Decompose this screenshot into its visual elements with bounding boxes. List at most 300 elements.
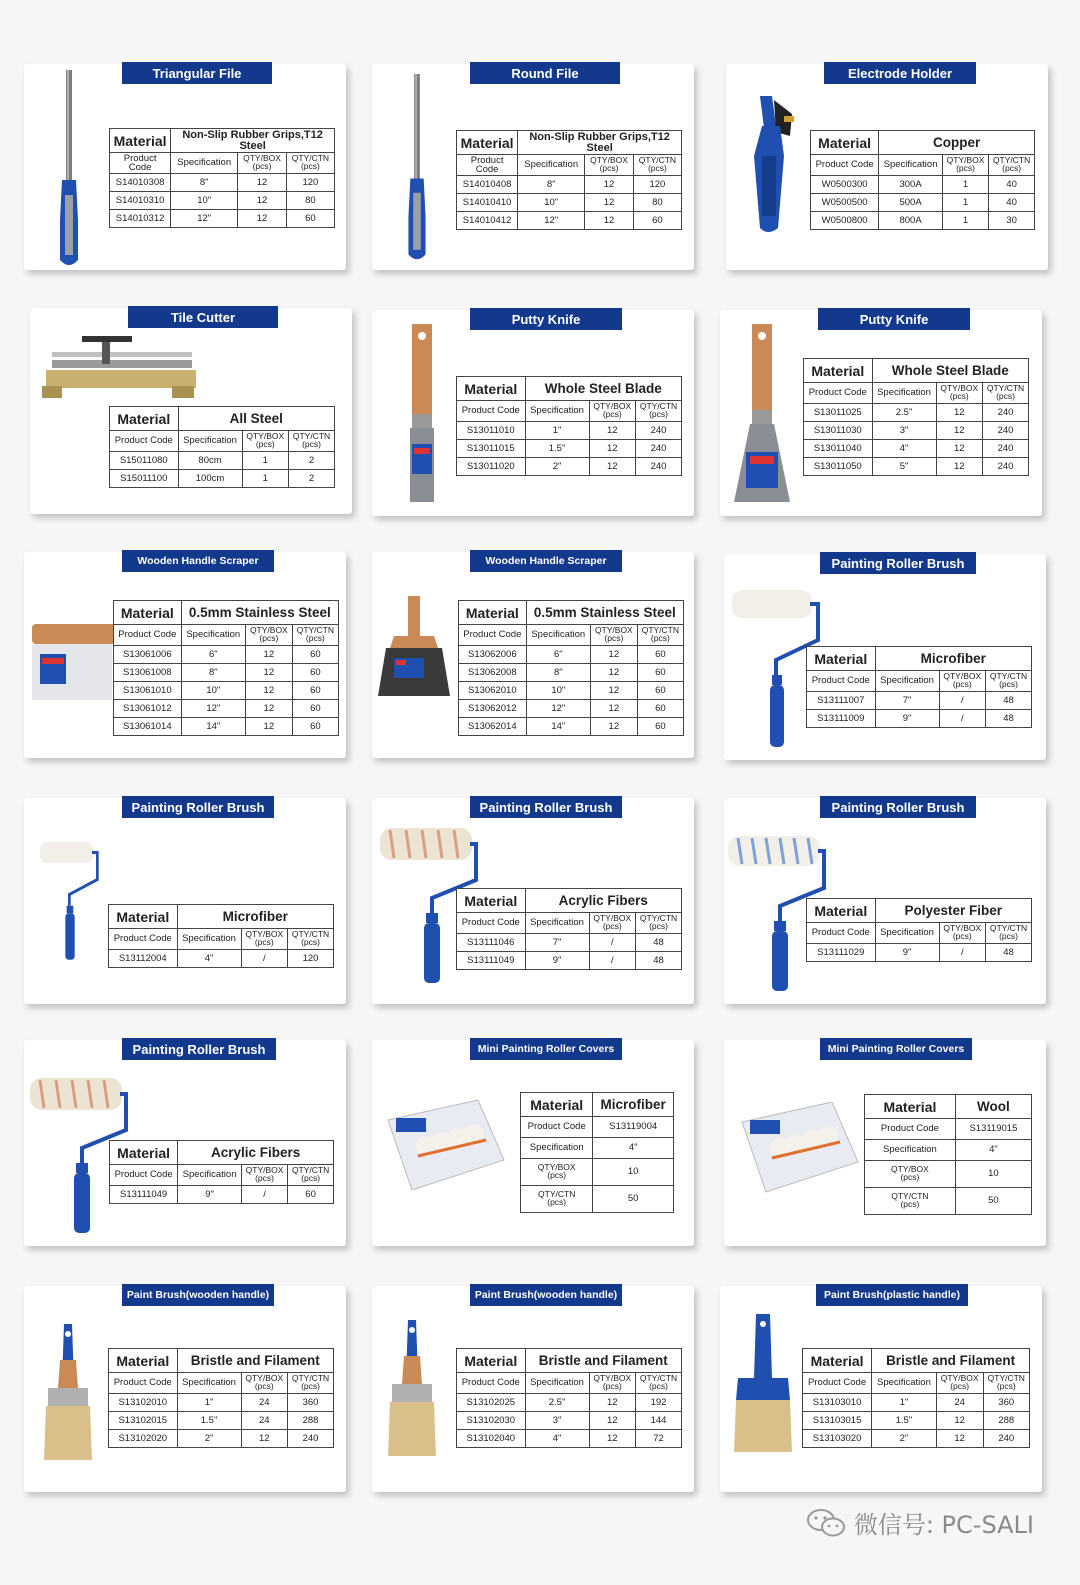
table-cell: S13011030: [804, 422, 873, 440]
spec-table: [803, 358, 1029, 476]
material-label: Material: [109, 905, 178, 929]
table-cell: 288: [288, 1412, 334, 1430]
table-cell: 9": [875, 944, 939, 962]
table-cell: 12: [936, 440, 983, 458]
table-cell: 40: [989, 194, 1035, 212]
material-value: Bristle and Filament: [177, 1349, 333, 1373]
table-cell: S13102010: [109, 1394, 178, 1412]
col-header: QTY/BOX (pcs): [590, 625, 637, 646]
material-value: 0.5mm Stainless Steel: [181, 601, 338, 625]
table-cell: 12: [589, 1412, 636, 1430]
col-header: Specification: [872, 383, 936, 404]
table-cell: 60: [288, 1186, 334, 1204]
qty-box-value: 10: [955, 1161, 1031, 1188]
putty-knife-image: [402, 324, 442, 504]
table-cell: 10": [518, 194, 585, 212]
spec-table: [108, 904, 334, 968]
col-header: Product Code: [114, 625, 182, 646]
table-cell: 9": [178, 1186, 242, 1204]
material-label: Material: [459, 601, 527, 625]
table-row: [110, 470, 335, 488]
table-cell: /: [241, 1186, 287, 1204]
material-label: Material: [114, 601, 182, 625]
table-row: [804, 440, 1029, 458]
product-title: Painting Roller Brush: [470, 796, 622, 818]
col-header: Specification: [879, 155, 943, 176]
product-card: [724, 1040, 1046, 1246]
table-cell: 360: [983, 1394, 1029, 1412]
table-cell: 8": [526, 664, 590, 682]
table-cell: 2.5": [872, 404, 936, 422]
table-cell: 8": [171, 174, 238, 192]
table-cell: S13102025: [457, 1394, 526, 1412]
col-header: Product Code: [807, 671, 876, 692]
table-row: [457, 1394, 682, 1412]
col-header: Product Code: [109, 929, 178, 950]
product-title: Paint Brush(wooden handle): [122, 1284, 274, 1306]
table-row: [109, 1430, 334, 1448]
table-row: [110, 192, 335, 210]
table-cell: 12: [589, 458, 636, 476]
table-row: [457, 176, 682, 194]
table-cell: 60: [292, 646, 338, 664]
table-row: [804, 458, 1029, 476]
col-header: Specification: [525, 913, 589, 934]
table-cell: /: [589, 952, 636, 970]
col-header: QTY/BOX (pcs): [242, 431, 289, 452]
material-label: Material: [811, 131, 879, 155]
table-row: [459, 646, 684, 664]
table-cell: 60: [292, 718, 338, 736]
col-header: QTY/CTN (pcs): [288, 1373, 334, 1394]
row-header: QTY/BOX (pcs): [521, 1159, 593, 1186]
col-header: Product Code: [459, 625, 527, 646]
material-value: All Steel: [178, 407, 334, 431]
table-cell: S14010408: [457, 176, 518, 194]
product-title: Painting Roller Brush: [820, 552, 976, 574]
table-cell: 1: [242, 470, 289, 488]
col-header: QTY/CTN (pcs): [288, 1165, 334, 1186]
table-cell: 120: [286, 174, 334, 192]
table-cell: 60: [292, 682, 338, 700]
col-header: QTY/CTN (pcs): [636, 913, 682, 934]
spec-table: [806, 898, 1032, 962]
table-cell: 800A: [879, 212, 943, 230]
table-row: [807, 710, 1032, 728]
material-value: 0.5mm Stainless Steel: [526, 601, 683, 625]
material-value: Polyester Fiber: [875, 899, 1031, 923]
table-cell: 12: [589, 1430, 636, 1448]
col-header: QTY/BOX (pcs): [245, 625, 292, 646]
row-header: Specification: [521, 1138, 593, 1159]
table-row: [110, 1186, 334, 1204]
material-label: Material: [521, 1093, 593, 1117]
table-row: [803, 1394, 1030, 1412]
table-cell: 1.5": [525, 440, 589, 458]
col-header: Product Code: [807, 923, 876, 944]
table-cell: W0500300: [811, 176, 879, 194]
col-header: Specification: [525, 1373, 589, 1394]
product-title: Putty Knife: [818, 308, 970, 330]
table-row: [109, 1394, 334, 1412]
product-title: Round File: [470, 62, 620, 84]
table-row: [457, 422, 682, 440]
product-card: [720, 1286, 1042, 1492]
table-cell: 1": [177, 1394, 241, 1412]
product-title: Tile Cutter: [128, 306, 278, 328]
col-header: Specification: [177, 1373, 241, 1394]
table-cell: 60: [633, 212, 681, 230]
product-card: [24, 798, 346, 1004]
table-cell: 12: [585, 212, 634, 230]
table-cell: S13061006: [114, 646, 182, 664]
product-title: Mini Painting Roller Covers: [820, 1038, 972, 1060]
product-card: [30, 308, 352, 514]
table-cell: 14": [181, 718, 245, 736]
product-title: Painting Roller Brush: [122, 796, 274, 818]
table-cell: 12: [245, 718, 292, 736]
spec-table: [458, 600, 684, 736]
spec-table: [520, 1092, 674, 1213]
product-card: [372, 1286, 694, 1492]
table-cell: 14": [526, 718, 590, 736]
spec-table: [806, 646, 1032, 728]
table-row: [114, 664, 339, 682]
table-cell: 60: [286, 210, 334, 228]
table-cell: 12: [238, 192, 287, 210]
table-cell: 12": [518, 212, 585, 230]
material-value: Wool: [955, 1095, 1031, 1119]
table-cell: 4": [177, 950, 241, 968]
spec-table: [456, 130, 682, 230]
material-value: Acrylic Fibers: [178, 1141, 334, 1165]
roller-image: [40, 812, 100, 992]
table-cell: 1.5": [177, 1412, 241, 1430]
col-header: QTY/BOX (pcs): [936, 1373, 983, 1394]
col-header: Product Code: [457, 1373, 526, 1394]
table-cell: /: [589, 934, 636, 952]
table-cell: 10": [171, 192, 238, 210]
table-cell: 8": [181, 664, 245, 682]
table-cell: S13062012: [459, 700, 527, 718]
col-header: Product Code: [804, 383, 873, 404]
table-cell: 12": [181, 700, 245, 718]
spec-table: [109, 128, 335, 228]
table-cell: 12": [526, 700, 590, 718]
col-header: QTY/BOX (pcs): [241, 1373, 288, 1394]
col-header: Product Code: [811, 155, 879, 176]
product-card: [24, 64, 346, 270]
table-cell: S13062008: [459, 664, 527, 682]
material-label: Material: [865, 1095, 956, 1119]
table-cell: S13061010: [114, 682, 182, 700]
table-row: [457, 934, 682, 952]
col-header: QTY/BOX (pcs): [939, 923, 986, 944]
table-row: [459, 700, 684, 718]
product-card: [720, 310, 1042, 516]
product-code-value: S13119004: [593, 1117, 674, 1138]
table-cell: 12: [238, 174, 287, 192]
material-value: Bristle and Filament: [872, 1349, 1030, 1373]
col-header: QTY/BOX (pcs): [241, 1165, 287, 1186]
round-file-image: [402, 74, 432, 264]
table-cell: 6": [181, 646, 245, 664]
table-row: [110, 452, 335, 470]
table-cell: 1": [525, 422, 589, 440]
col-header: Specification: [875, 671, 939, 692]
col-header: Product Code: [457, 913, 526, 934]
table-cell: 40: [989, 176, 1035, 194]
col-header: QTY/CTN (pcs): [989, 155, 1035, 176]
col-header: QTY/BOX (pcs): [942, 155, 988, 176]
col-header: QTY/CTN (pcs): [986, 923, 1032, 944]
electrode-holder-image: [740, 96, 800, 236]
product-code-value: S13119015: [955, 1119, 1031, 1140]
spec-table: [456, 376, 682, 476]
material-value: Microfiber: [177, 905, 333, 929]
material-value: Bristle and Filament: [525, 1349, 681, 1373]
table-cell: S13062010: [459, 682, 527, 700]
table-cell: 240: [983, 1430, 1029, 1448]
spec-table: [109, 1140, 334, 1204]
table-cell: 24: [241, 1412, 288, 1430]
table-cell: 3": [525, 1412, 589, 1430]
table-cell: 12: [936, 404, 983, 422]
col-header: Specification: [181, 625, 245, 646]
table-cell: 192: [636, 1394, 682, 1412]
material-value: Non-Slip Rubber Grips,T12 Steel: [518, 131, 682, 155]
table-cell: 288: [983, 1412, 1029, 1430]
putty-knife-image: [732, 324, 792, 504]
col-header: QTY/CTN (pcs): [983, 383, 1029, 404]
product-title: Mini Painting Roller Covers: [470, 1038, 622, 1060]
spec-table: [810, 130, 1035, 230]
material-label: Material: [457, 131, 518, 155]
table-row: [114, 700, 339, 718]
paint-brush-image: [382, 1320, 442, 1460]
table-cell: 1: [942, 176, 988, 194]
col-header: Product Code: [110, 153, 171, 174]
col-header: Specification: [171, 153, 238, 174]
table-cell: 300A: [879, 176, 943, 194]
col-header: Product Code: [457, 155, 518, 176]
spec-table: [456, 1348, 682, 1448]
col-header: Specification: [518, 155, 585, 176]
product-card: [372, 1040, 694, 1246]
material-value: Whole Steel Blade: [525, 377, 681, 401]
table-cell: 12: [590, 646, 637, 664]
table-row: [807, 944, 1032, 962]
table-row: [807, 692, 1032, 710]
table-row: [110, 210, 335, 228]
product-card: [372, 64, 694, 270]
product-title: Paint Brush(wooden handle): [470, 1284, 622, 1306]
table-cell: 8": [518, 176, 585, 194]
table-row: [804, 422, 1029, 440]
table-row: [803, 1412, 1030, 1430]
table-cell: 60: [637, 646, 683, 664]
table-cell: 4": [872, 440, 936, 458]
table-cell: S13111029: [807, 944, 876, 962]
row-header: QTY/CTN (pcs): [521, 1186, 593, 1213]
table-cell: S15011080: [110, 452, 179, 470]
table-row: [457, 440, 682, 458]
col-header: QTY/BOX (pcs): [939, 671, 986, 692]
table-cell: 120: [633, 176, 681, 194]
table-cell: /: [939, 944, 986, 962]
table-cell: 12: [245, 646, 292, 664]
row-header: QTY/BOX (pcs): [865, 1161, 956, 1188]
table-cell: 100cm: [178, 470, 242, 488]
table-cell: 12: [936, 1412, 983, 1430]
col-header: Product Code: [457, 401, 526, 422]
table-cell: 80cm: [178, 452, 242, 470]
table-row: [114, 646, 339, 664]
table-cell: 12: [590, 718, 637, 736]
product-card: [372, 552, 694, 758]
table-cell: 9": [525, 952, 589, 970]
table-cell: 80: [286, 192, 334, 210]
table-cell: 48: [636, 934, 682, 952]
table-cell: S13103020: [803, 1430, 872, 1448]
row-header: QTY/CTN (pcs): [865, 1188, 956, 1215]
product-card: [724, 798, 1046, 1004]
row-header: Product Code: [521, 1117, 593, 1138]
table-cell: /: [939, 710, 986, 728]
table-cell: S13061008: [114, 664, 182, 682]
table-cell: 500A: [879, 194, 943, 212]
product-title: Painting Roller Brush: [122, 1038, 276, 1060]
col-header: QTY/CTN (pcs): [286, 153, 334, 174]
table-cell: 12: [589, 422, 636, 440]
tile-cutter-image: [42, 330, 202, 400]
material-value: Microfiber: [875, 647, 1031, 671]
spec-table: [108, 1348, 334, 1448]
table-cell: 12: [241, 1430, 288, 1448]
table-cell: 12: [585, 194, 634, 212]
table-row: [804, 404, 1029, 422]
row-header: Product Code: [865, 1119, 956, 1140]
col-header: QTY/CTN (pcs): [292, 625, 338, 646]
col-header: QTY/BOX (pcs): [238, 153, 287, 174]
material-value: Copper: [879, 131, 1035, 155]
table-row: [459, 664, 684, 682]
table-cell: 240: [983, 458, 1029, 476]
table-cell: 30: [989, 212, 1035, 230]
spec-table: [113, 600, 339, 736]
table-cell: S13112004: [109, 950, 178, 968]
table-cell: 144: [636, 1412, 682, 1430]
col-header: QTY/CTN (pcs): [289, 431, 335, 452]
col-header: QTY/BOX (pcs): [585, 155, 634, 176]
table-row: [114, 682, 339, 700]
table-cell: 60: [637, 718, 683, 736]
table-cell: 240: [983, 422, 1029, 440]
product-card: [24, 1286, 346, 1492]
table-cell: S13061014: [114, 718, 182, 736]
material-label: Material: [807, 647, 876, 671]
table-cell: 24: [241, 1394, 288, 1412]
table-cell: 2": [872, 1430, 937, 1448]
table-cell: 1": [872, 1394, 937, 1412]
table-cell: 12: [590, 700, 637, 718]
spec-value: 4": [955, 1140, 1031, 1161]
triangular-file-image: [54, 70, 84, 270]
col-header: QTY/BOX (pcs): [936, 383, 983, 404]
table-cell: 12": [171, 210, 238, 228]
table-cell: 48: [986, 710, 1032, 728]
table-cell: 12: [245, 682, 292, 700]
table-cell: S14010312: [110, 210, 171, 228]
table-cell: 4": [525, 1430, 589, 1448]
table-cell: 240: [636, 422, 682, 440]
table-row: [110, 174, 335, 192]
table-cell: 2": [525, 458, 589, 476]
table-cell: S13102015: [109, 1412, 178, 1430]
qty-box-value: 10: [593, 1159, 674, 1186]
table-cell: S15011100: [110, 470, 179, 488]
table-cell: 240: [983, 404, 1029, 422]
table-row: [459, 718, 684, 736]
table-cell: 10": [526, 682, 590, 700]
table-cell: 60: [292, 664, 338, 682]
table-cell: 48: [986, 692, 1032, 710]
product-title: Wooden Handle Scraper: [122, 550, 274, 572]
product-title: Triangular File: [122, 62, 272, 84]
paint-brush-image: [38, 1324, 98, 1464]
material-label: Material: [807, 899, 876, 923]
table-cell: 5": [872, 458, 936, 476]
table-cell: S13011025: [804, 404, 873, 422]
table-cell: S13102030: [457, 1412, 526, 1430]
product-title: Putty Knife: [470, 308, 622, 330]
col-header: Specification: [525, 401, 589, 422]
col-header: Specification: [177, 929, 241, 950]
table-cell: 12: [590, 664, 637, 682]
table-cell: 3": [872, 422, 936, 440]
col-header: Specification: [178, 431, 242, 452]
material-value: Acrylic Fibers: [525, 889, 681, 913]
table-row: [457, 1430, 682, 1448]
table-cell: 120: [288, 950, 334, 968]
table-cell: 24: [936, 1394, 983, 1412]
product-title: Electrode Holder: [824, 62, 976, 84]
product-title: Paint Brush(plastic handle): [816, 1284, 968, 1306]
table-cell: 12: [245, 700, 292, 718]
material-label: Material: [803, 1349, 872, 1373]
spec-table: [109, 406, 335, 488]
spec-table: [864, 1094, 1032, 1215]
table-row: [109, 1412, 334, 1430]
qty-ctn-value: 50: [593, 1186, 674, 1213]
col-header: QTY/BOX (pcs): [589, 913, 636, 934]
col-header: Specification: [872, 1373, 937, 1394]
watermark: [806, 1505, 1034, 1540]
table-cell: S13111007: [807, 692, 876, 710]
table-row: [457, 458, 682, 476]
table-cell: S13102020: [109, 1430, 178, 1448]
product-card: [24, 1040, 346, 1246]
table-cell: S14010412: [457, 212, 518, 230]
table-cell: S13011010: [457, 422, 526, 440]
qty-ctn-value: 50: [955, 1188, 1031, 1215]
table-cell: 12: [936, 1430, 983, 1448]
product-card: [372, 310, 694, 516]
table-row: [109, 950, 334, 968]
col-header: QTY/BOX (pcs): [241, 929, 288, 950]
table-row: [811, 194, 1035, 212]
watermark-text: 微信号: PC-SALI: [853, 1511, 1034, 1539]
